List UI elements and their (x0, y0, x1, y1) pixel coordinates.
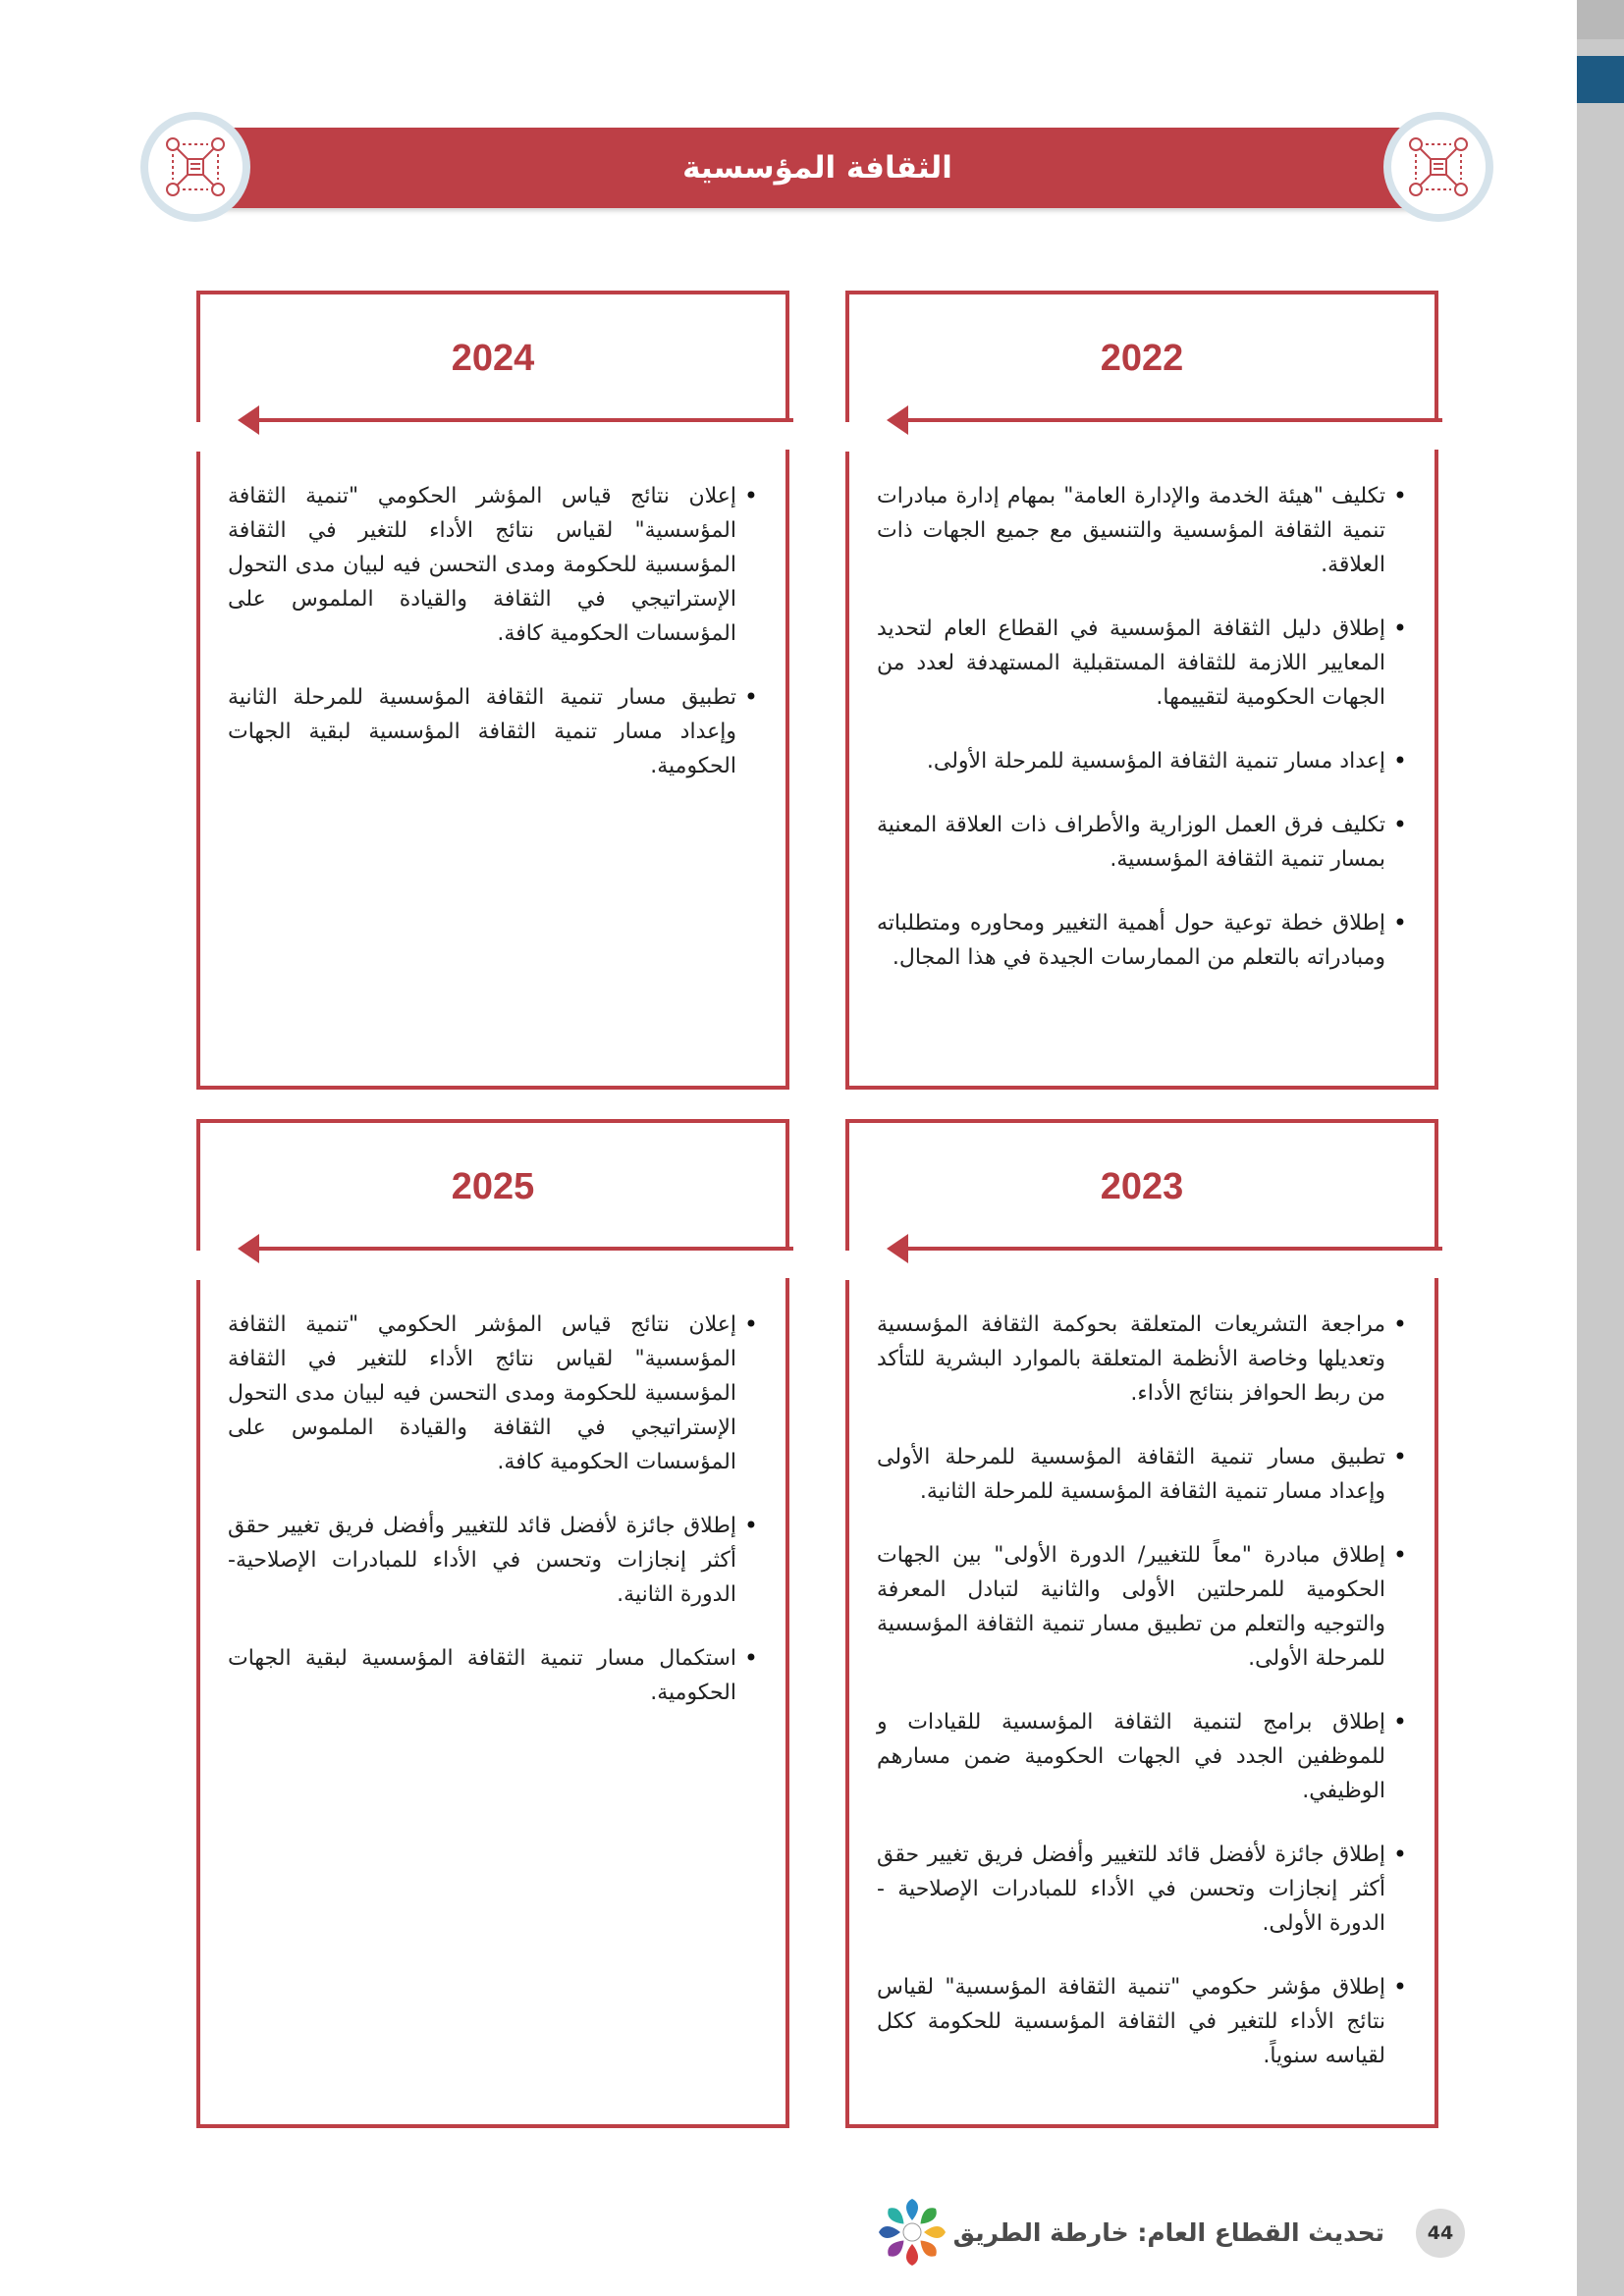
section-title: الثقافة المؤسسية (682, 150, 952, 186)
list-item: • إعداد مسار تنمية الثقافة المؤسسية للمرحلة الأولى. (877, 744, 1407, 778)
year-heading: 2022 (1100, 338, 1184, 379)
side-strip-top (1577, 0, 1624, 39)
list-item: • إطلاق دليل الثقافة المؤسسية في القطاع العام لتحديد المعايير اللازمة للثقافة المستقبلية المستهدفة لعدد من الجهات الحكومية لتقييمها. (877, 612, 1407, 715)
list-item: • إطلاق جائزة لأفضل قائد للتغيير وأفضل فريق تغيير حقق أكثر إنجازات وتحسن في الأداء للمبادرات الإصلاحية - الدورة الأولى. (877, 1838, 1407, 1941)
list-item: • تكليف "هيئة الخدمة والإدارة العامة" بمهام إدارة مبادرات تنمية الثقافة المؤسسية والتنسيق مع جميع الجهات ذات العلاقة. (877, 479, 1407, 582)
arrow-left-icon (238, 1234, 259, 1263)
section-marker-tab (1577, 56, 1624, 103)
banner-badge-right (1383, 112, 1493, 222)
year-panel-2022 (845, 291, 1438, 1090)
year-heading: 2023 (1100, 1166, 1184, 1207)
timeline-arrow-line (245, 418, 793, 422)
list-item: • إعلان نتائج قياس المؤشر الحكومي "تنمية الثقافة المؤسسية" لقياس نتائج الأداء للتغير في الثقافة المؤسسية للحكومة ومدى التحسن فيه لبيان مدى التحول الإستراتيجي في الثقافة والقيادة الملموس على المؤسسات الحكومية كافة. (228, 1308, 758, 1479)
year-panel-2024 (196, 291, 789, 1090)
list-item: • استكمال مسار تنمية الثقافة المؤسسية لبقية الجهات الحكومية. (228, 1641, 758, 1710)
flower-logo-icon (873, 2193, 951, 2271)
timeline-arrow-line (894, 1247, 1442, 1251)
arrow-left-icon (887, 1234, 908, 1263)
year-panel-2025 (196, 1119, 789, 2128)
network-building-icon (1406, 134, 1471, 199)
list-item: • إطلاق برامج لتنمية الثقافة المؤسسية للقيادات و للموظفين الجدد في الجهات الحكومية ضمن مسارهم الوظيفي. (877, 1705, 1407, 1808)
banner-badge-left (140, 112, 250, 222)
side-strip (1577, 0, 1624, 2296)
list-item: • إطلاق مؤشر حكومي "تنمية الثقافة المؤسسية" لقياس نتائج الأداء للتغير في الثقافة المؤسسية للحكومة ككل لقياسه سنوياً. (877, 1970, 1407, 2073)
list-item: • تطبيق مسار تنمية الثقافة المؤسسية للمرحلة الثانية وإعداد مسار تنمية الثقافة المؤسسية لبقية الجهات الحكومية. (228, 680, 758, 783)
network-building-icon (163, 134, 228, 199)
list-item: • تطبيق مسار تنمية الثقافة المؤسسية للمرحلة الأولى وإعداد مسار تنمية الثقافة المؤسسية للمرحلة الثانية. (877, 1440, 1407, 1509)
list-item: • إطلاق جائزة لأفضل قائد للتغيير وأفضل فريق تغيير حقق أكثر إنجازات وتحسن في الأداء للمبادرات الإصلاحية- الدورة الثانية. (228, 1509, 758, 1612)
arrow-left-icon (238, 405, 259, 435)
year-panel-2023 (845, 1119, 1438, 2128)
arrow-left-icon (887, 405, 908, 435)
milestone-list (877, 479, 1407, 1004)
list-item: • إعلان نتائج قياس المؤشر الحكومي "تنمية الثقافة المؤسسية" لقياس نتائج الأداء للتغير في الثقافة المؤسسية للحكومة ومدى التحسن فيه لبيان مدى التحول الإستراتيجي في الثقافة والقيادة الملموس على المؤسسات الحكومية كافة. (228, 479, 758, 651)
year-heading: 2024 (451, 338, 535, 379)
milestone-list (228, 1308, 758, 1739)
timeline-arrow-line (245, 1247, 793, 1251)
list-item: • إطلاق مبادرة "معاً للتغيير/ الدورة الأولى" بين الجهات الحكومية للمرحلتين الأولى والثانية لتبادل المعرفة والتوجيه والتعلم من تطبيق مسار تنمية الثقافة المؤسسية للمرحلة الأولى. (877, 1538, 1407, 1676)
list-item: • تكليف فرق العمل الوزارية والأطراف ذات العلاقة المعنية بمسار تنمية الثقافة المؤسسية. (877, 808, 1407, 877)
milestone-list (228, 479, 758, 813)
footer-title: تحديث القطاع العام: خارطة الطريق (952, 2218, 1384, 2247)
section-banner (196, 128, 1438, 208)
year-heading: 2025 (451, 1166, 535, 1207)
timeline-arrow-line (894, 418, 1442, 422)
list-item: • مراجعة التشريعات المتعلقة بحوكمة الثقافة المؤسسية وتعديلها وخاصة الأنظمة المتعلقة بالموارد البشرية للتأكد من ربط الحوافز بنتائج الأداء. (877, 1308, 1407, 1411)
list-item: • إطلاق خطة توعية حول أهمية التغيير ومحاوره ومتطلباته ومبادراته بالتعلم من الممارسات الجيدة في هذا المجال. (877, 906, 1407, 975)
page-number: 44 (1416, 2209, 1465, 2258)
milestone-list (877, 1308, 1407, 2103)
